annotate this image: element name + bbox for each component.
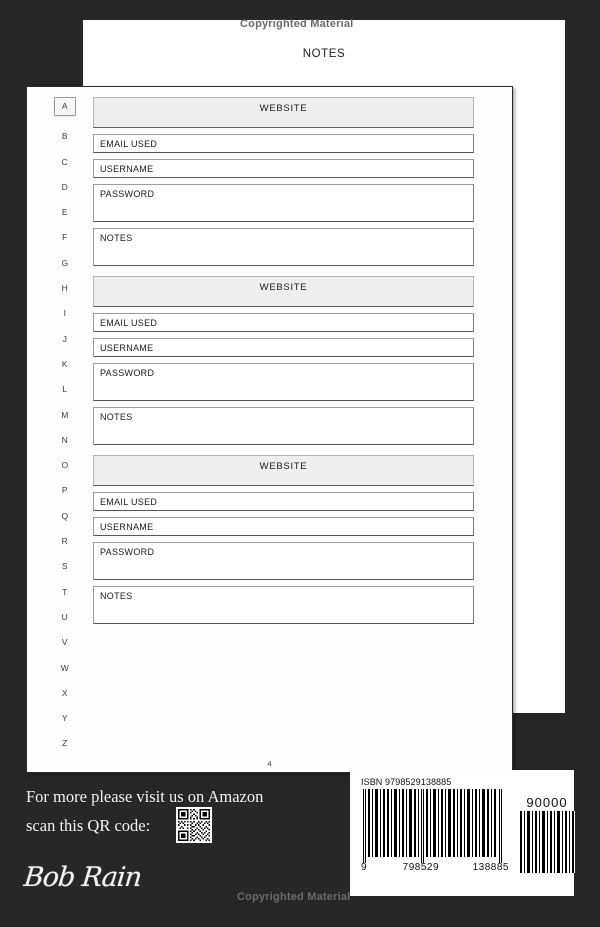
promo-block [26,786,263,843]
price-supplement-barcode [519,795,575,873]
website-label: WEBSITE [259,282,308,293]
notes-field[interactable] [93,586,474,624]
notes-label: NOTES [100,412,133,422]
password-label: PASSWORD [100,547,155,557]
barcode-digit-group-2: 138885 [472,862,509,873]
index-letter-d[interactable]: D [61,181,69,192]
email-label: EMAIL USED [100,139,158,149]
ean13-barcode [361,789,511,873]
index-letter-a[interactable]: A [54,97,76,116]
index-letter-x[interactable]: X [61,687,69,698]
index-letter-n[interactable]: N [61,434,69,445]
promo-line-1: For more please visit us on Amazon [26,787,264,806]
index-letter-m[interactable]: M [61,409,69,420]
front-page-number: 4 [267,759,272,768]
password-field[interactable] [93,542,474,580]
website-label: WEBSITE [259,103,308,114]
entry-block [93,97,474,266]
back-page-title: NOTES [302,48,346,60]
email-field[interactable] [93,134,474,153]
index-letter-w[interactable]: W [60,662,70,673]
author-signature: Bob Rain [22,862,143,893]
username-field[interactable] [93,159,474,178]
barcode-digit-group-1: 798529 [402,862,440,873]
index-letter-o[interactable]: O [61,460,69,471]
notes-label: NOTES [100,233,133,243]
entry-block [93,276,474,445]
index-letter-u[interactable]: U [61,611,69,622]
index-letter-k[interactable]: K [61,358,69,369]
website-field[interactable] [93,97,474,128]
qr-code-icon[interactable] [176,807,212,843]
alphabet-index-rail [45,97,85,748]
index-letter-p[interactable]: P [61,485,69,496]
username-label: USERNAME [100,522,154,532]
password-log-form [93,97,474,748]
email-label: EMAIL USED [100,318,158,328]
email-field[interactable] [93,313,474,332]
notes-field[interactable] [93,228,474,266]
username-field[interactable] [93,517,474,536]
password-label: PASSWORD [100,189,155,199]
index-letter-s[interactable]: S [61,561,69,572]
password-field[interactable] [93,184,474,222]
password-label: PASSWORD [100,368,155,378]
isbn-barcode-card [350,770,574,896]
username-label: USERNAME [100,164,154,174]
copyright-watermark-top: Copyrighted Material [240,18,354,30]
front-page [26,86,513,773]
website-label: WEBSITE [259,461,308,472]
username-label: USERNAME [100,343,154,353]
website-field[interactable] [93,455,474,486]
index-letter-j[interactable]: J [62,333,68,344]
supplement-number: 90000 [526,795,568,810]
username-field[interactable] [93,338,474,357]
barcode-digits [361,862,511,873]
copyright-watermark-bottom: Copyrighted Material [237,891,351,903]
email-label: EMAIL USED [100,497,158,507]
barcode-digit-lead: 9 [361,862,368,873]
email-field[interactable] [93,492,474,511]
entry-block [93,455,474,624]
index-letter-i[interactable]: I [63,308,67,319]
index-letter-g[interactable]: G [61,257,69,268]
index-letter-t[interactable]: T [62,586,68,597]
notes-field[interactable] [93,407,474,445]
index-letter-c[interactable]: C [61,156,69,167]
index-letter-h[interactable]: H [61,283,69,294]
notes-label: NOTES [100,591,133,601]
index-letter-q[interactable]: Q [61,510,69,521]
index-letter-y[interactable]: Y [61,713,69,724]
index-letter-r[interactable]: R [61,536,69,547]
index-letter-v[interactable]: V [61,637,69,648]
index-letter-z[interactable]: Z [62,738,68,749]
index-letter-e[interactable]: E [61,207,69,218]
barcode-bars-icon [361,789,511,863]
index-letter-f[interactable]: F [62,232,68,243]
website-field[interactable] [93,276,474,307]
index-letter-l[interactable]: L [62,384,68,395]
supplement-bars-icon [519,811,575,873]
isbn-text: ISBN 9798529138885 [361,777,452,787]
promo-line-2: scan this QR code: [26,815,151,835]
index-letter-b[interactable]: B [61,131,69,142]
password-field[interactable] [93,363,474,401]
